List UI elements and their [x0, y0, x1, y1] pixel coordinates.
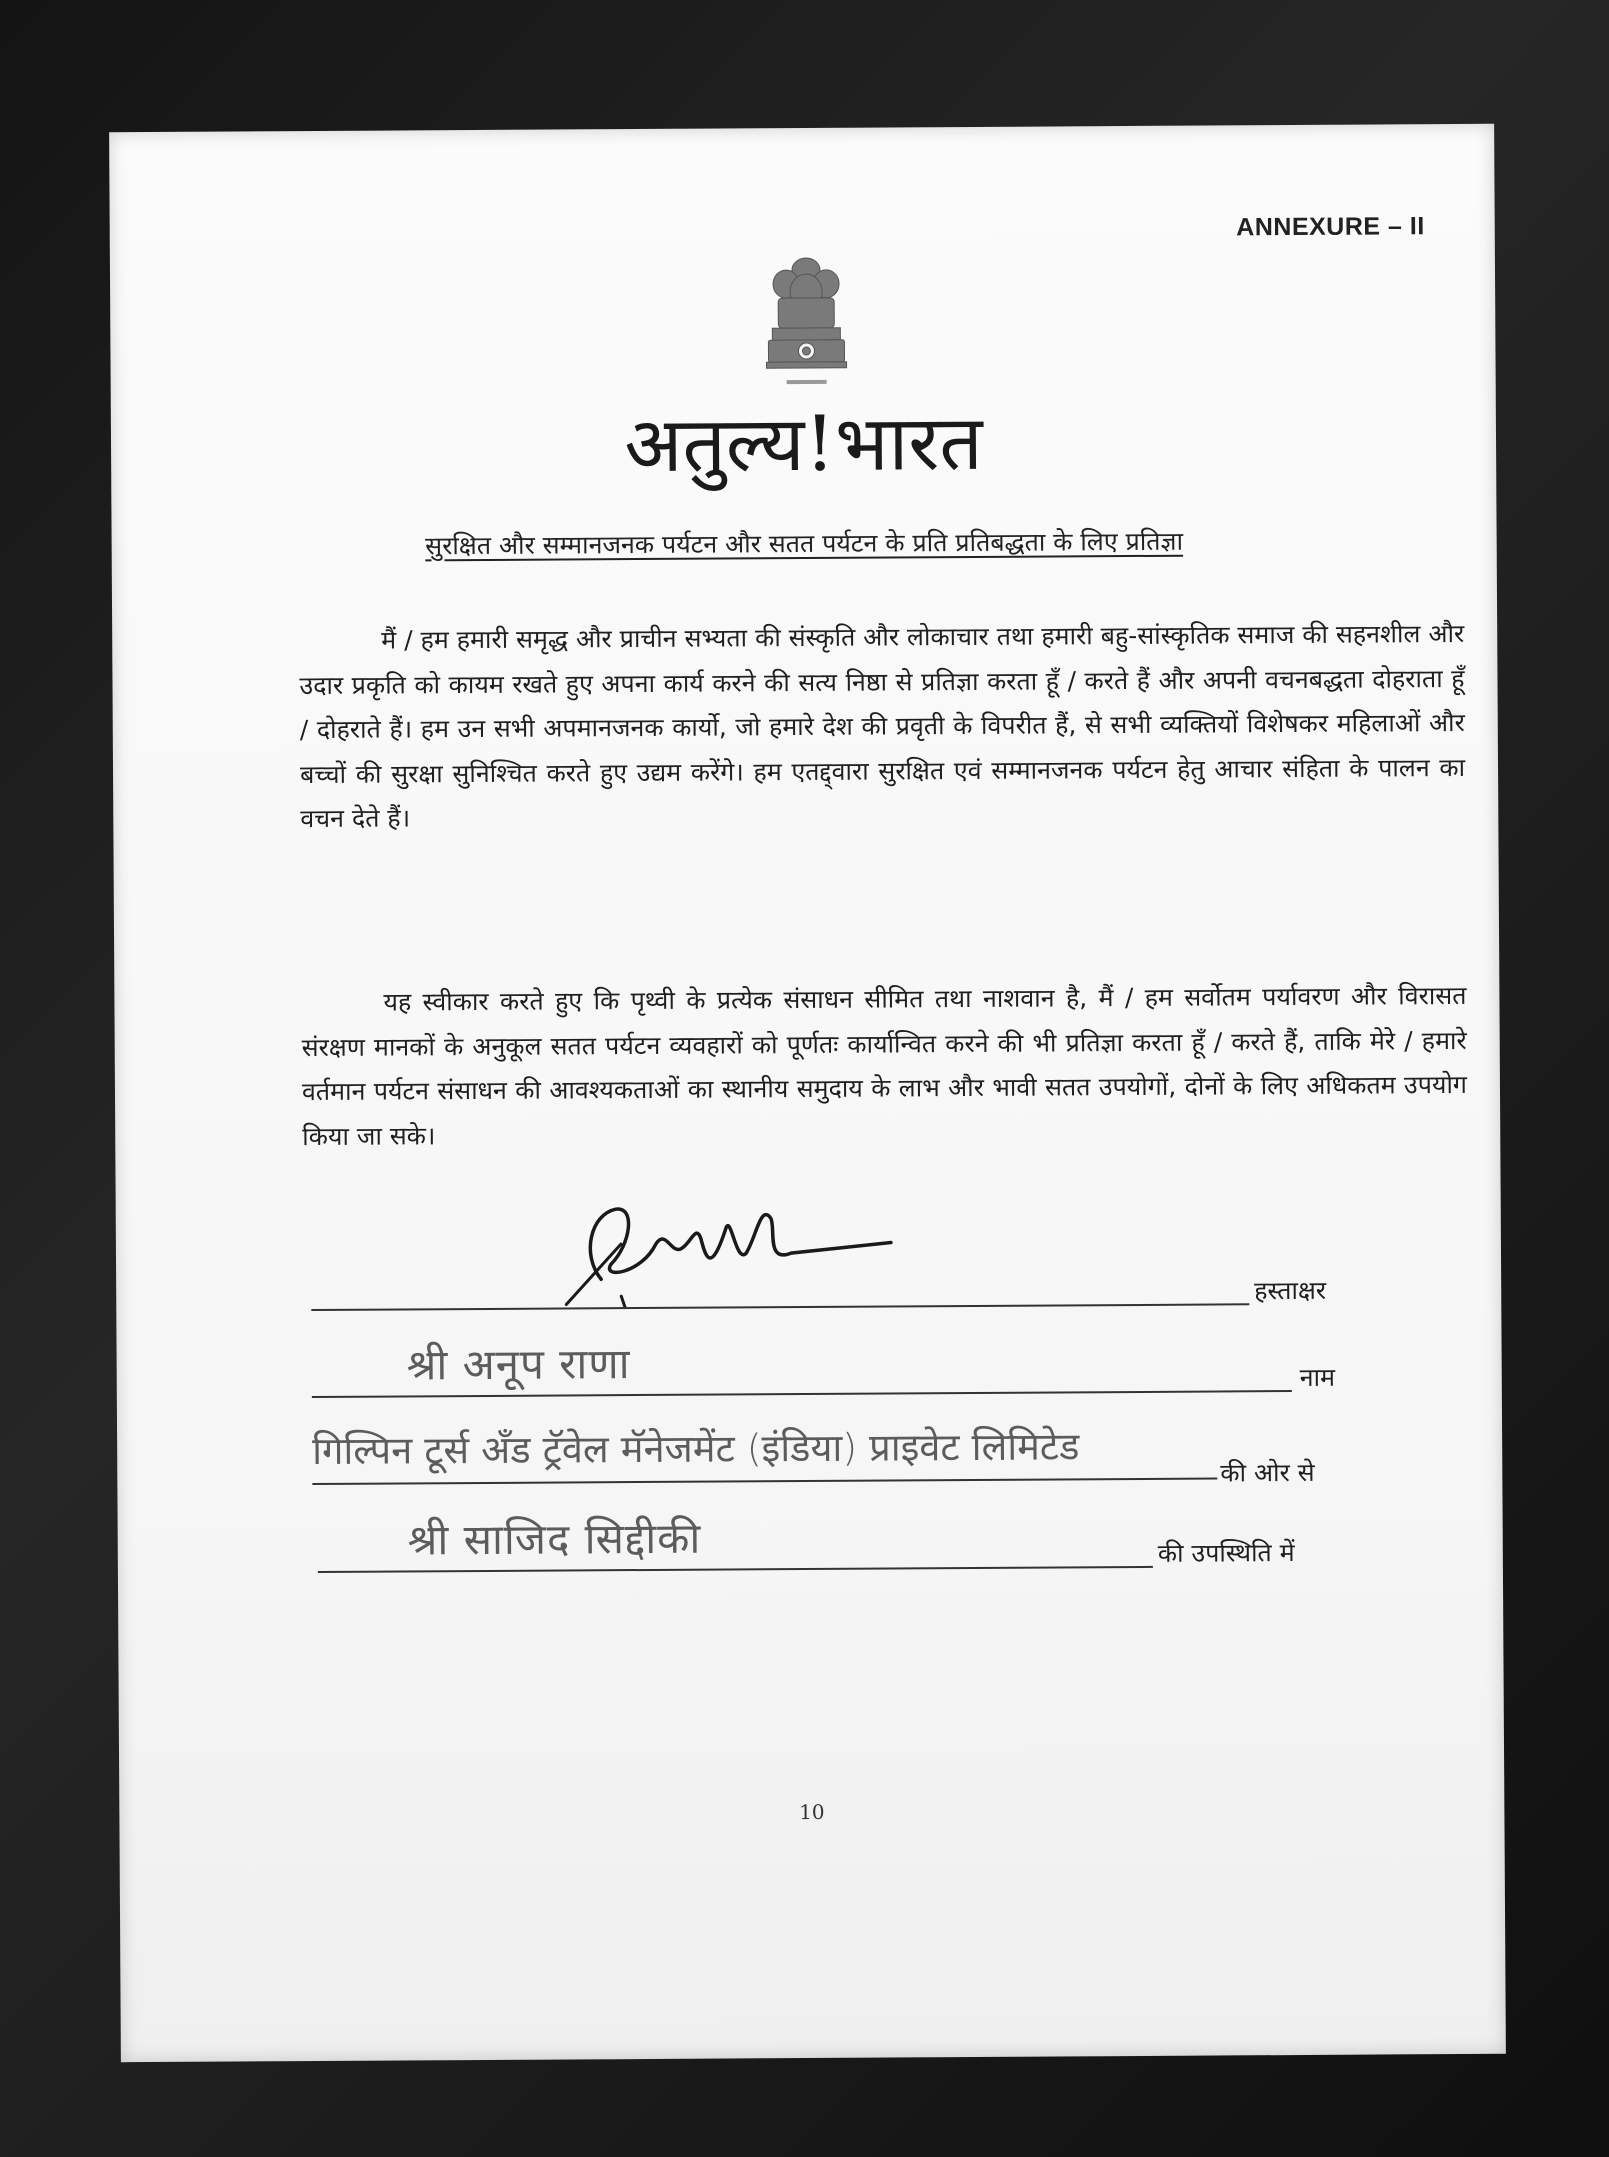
organisation-label: की ओर से [1220, 1457, 1315, 1488]
pledge-paragraph-1: मैं / हम हमारी समृद्ध और प्राचीन सभ्यता की संस्कृति और लोकाचार तथा हमारी बहु-सांस्कृतिक समाज की सहनशील और उदार प्रकृति को कायम रखते हुए अपना कार्य करने की सत्य निष्ठा से प्रतिज्ञा करता हूँ / करते हैं और अपनी वचनबद्धता दोहराता हूँ / दोहराते हैं। हम उन सभी अपमानजनक कार्यो, जो हमारे देश की प्रवृती के विपरीत हैं, से सभी व्यक्तियों विशेषकर महिलाओं और बच्चों की सुरक्षा सुनिश्चित करते हुए उद्यम करेंगे। हम एतद्द्वारा सुरक्षित एवं सम्मानजनक पर्यटन हेतु आचार संहिता के पालन का वचन देते हैं। [299, 618, 1466, 834]
pledge-title: सुरक्षित और सम्मानजनक पर्यटन और सतत पर्यटन के प्रति प्रतिबद्धता के लिए प्रतिज्ञा [425, 526, 1184, 561]
annexure-label: ANNEXURE – II [1236, 212, 1425, 242]
state-emblem-icon [758, 248, 855, 399]
incredible-india-logo: अतुल्य!भारत [624, 397, 983, 490]
organisation-line [312, 1478, 1217, 1486]
organisation-handwritten: गिल्पिन टूर्स अँड ट्रॅवेल मॅनेजमेंट (इंडिया) प्राइवेट लिमिटेड [312, 1424, 1080, 1474]
pledge-document [109, 124, 1506, 2062]
handwritten-signature [561, 1182, 902, 1309]
page-number: 10 [799, 1799, 825, 1825]
witness-handwritten: श्री साजिद सिद्दीकी [407, 1513, 702, 1565]
signature-label: हस्ताक्षर [1254, 1275, 1327, 1306]
name-handwritten: श्री अनूप राणा [406, 1339, 631, 1390]
witness-label: की उपस्थिति में [1157, 1538, 1295, 1568]
name-label: नाम [1299, 1362, 1336, 1392]
pledge-paragraph-2: यह स्वीकार करते हुए कि पृथ्वी के प्रत्येक संसाधन सीमित तथा नाशवान है, मैं / हम सर्वोतम पर्यावरण और विरासत संरक्षण मानकों के अनुकूल सतत पर्यटन व्यवहारों को पूर्णतः कार्यान्वित करने की भी प्रतिज्ञा करता हूँ / करते हैं, ताकि मेरे / हमारे वर्तमान पर्यटन संसाधन की आवश्यकताओं का स्थानीय समुदाय के लाभ और भावी सतत उपयोगों, दोनों के लिए अधिकतम उपयोग किया जा सके। [301, 980, 1468, 1151]
